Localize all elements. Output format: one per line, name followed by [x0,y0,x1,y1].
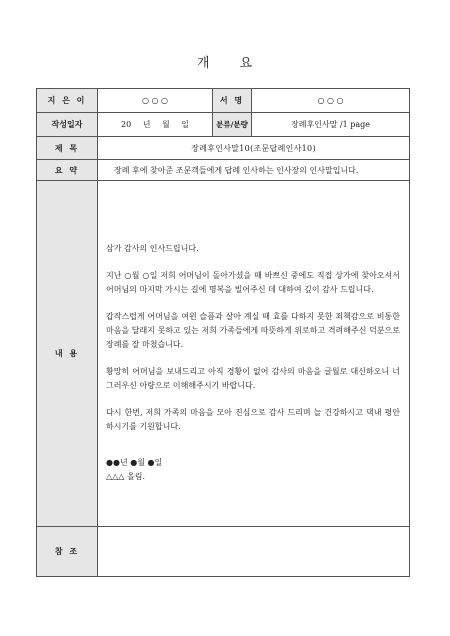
letter-paragraph: 지난 ○월 ○일 저희 어머님이 돌아가셨을 때 바쁘신 중에도 직접 상가에 찾아오셔서 어머님의 마지막 가시는 길에 명복을 빌어주신 데 대하여 깊이 감사 드립니다. [106,271,400,294]
writer-value: ○ ○ ○ [252,89,410,113]
subject-row [37,137,410,160]
content-row [37,181,410,527]
summary-row [37,160,410,181]
signature-date: ●●년 ●월 ●일 [106,458,163,467]
reference-value [98,527,410,577]
subject-label: 제 목 [37,137,98,160]
date-row [37,113,410,137]
date-value: 20 년 월 일 [98,113,213,137]
signature-name: △△△ 올림. [106,472,145,481]
category-label: 분류/분량 [213,113,252,137]
author-value: ○ ○ ○ [98,89,213,113]
letter-body [98,181,409,484]
reference-label: 참 조 [37,527,98,577]
content-cell [98,181,410,527]
author-row [37,89,410,113]
writer-label: 서 명 [213,89,252,113]
letter-paragraph: 갑작스럽게 어머님을 여윈 슬픔과 살아 계실 때 효를 다하지 못한 죄책감으로 비통한 마음을 달래지 못하고 있는 저희 가족들에게 따뜻하게 위로하고 격려해주신 덕분으로 장례를 잘 마쳤습니다. [106,312,400,349]
letter-paragraph: 다시 한번, 저희 가족의 마음을 모아 진심으로 감사 드리며 늘 건강하시고 댁내 평안하시기를 기원합니다. [106,408,400,431]
page-title: 개 요 [196,56,254,71]
category-value: 장례후인사말 /1 page [252,113,410,137]
summary-form-table [36,88,410,577]
content-label: 내 용 [37,181,98,527]
letter-paragraph: 삼가 감사의 인사드립니다. [106,244,199,253]
reference-row [37,527,410,577]
summary-value: 장례 후에 찾아준 조문객들에게 답례 인사하는 인사장의 인사말입니다. [98,160,410,181]
date-label: 작성일자 [37,113,98,137]
letter-paragraph: 황망히 어머님을 보내드리고 아직 경황이 없어 감사의 마음을 글월로 대신하오니 너그러우신 아량으로 이해해주시기 바랍니다. [106,367,400,390]
subject-value: 장례후인사말10(조문답례인사10) [98,137,410,160]
summary-label: 요 약 [37,160,98,181]
author-label: 지 은 이 [37,89,98,113]
